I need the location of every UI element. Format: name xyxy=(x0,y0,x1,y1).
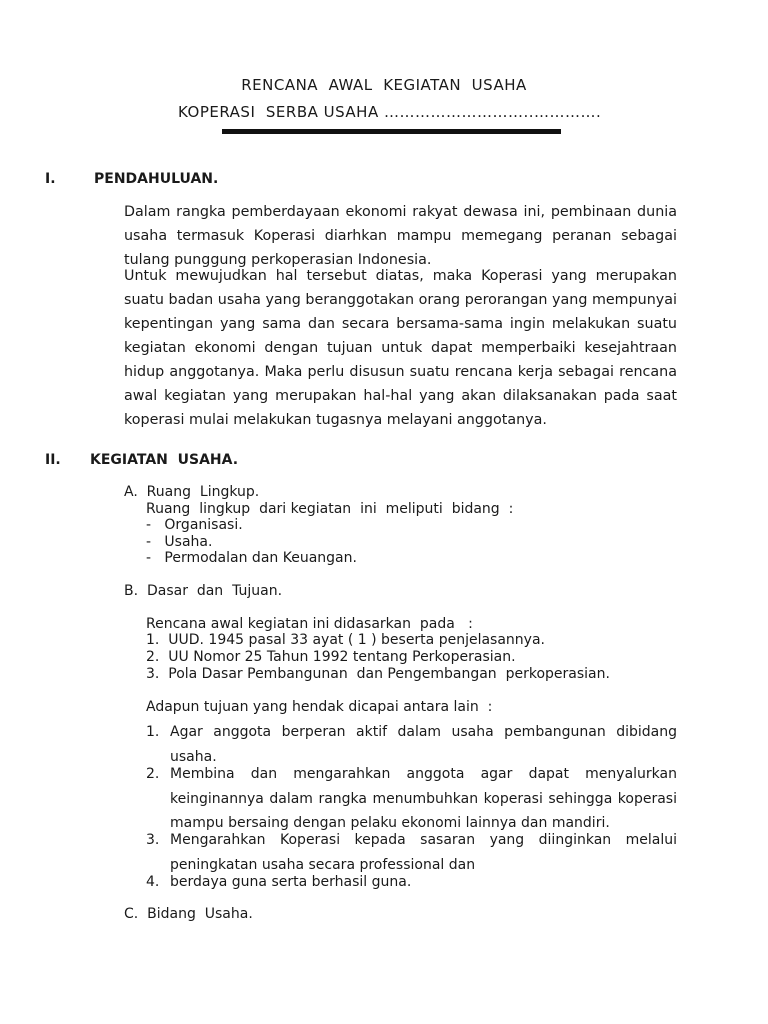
subsection-label: B. Dasar dan Tujuan. xyxy=(124,583,283,599)
subsection-label: A. Ruang Lingkup. xyxy=(124,484,260,500)
document-subtitle: KOPERASI SERBA USAHA ………………………..…………. xyxy=(178,103,602,121)
paragraph: Untuk mewujudkan hal tersebut diatas, maka Koperasi yang merupakan suatu badan usaha yang beranggotakan orang perorangan yang mempunyai kepentingan yang sama dan secara bersama-sama ingin melakukan suatu kegiatan ekonomi dengan tujuan untuk dapat memperbaiki kesejahtraan hidup anggotanya. Maka perlu disusun suatu rencana kerja sebagai rencana awal kegiatan yang merupakan hal-hal yang akan dilaksanakan pada saat koperasi mulai melakukan tugasnya melayani anggotanya. xyxy=(124,268,677,428)
document-title: RENCANA AWAL KEGIATAN USAHA xyxy=(241,76,527,94)
list-item: - Usaha. xyxy=(146,534,213,550)
subsection-intro: Rencana awal kegiatan ini didasarkan pada : xyxy=(146,616,473,632)
section-number: I. xyxy=(45,171,56,187)
goal-number: 2. xyxy=(146,766,160,782)
goal-number: 4. xyxy=(146,874,160,890)
goal-text: mampu bersaing dengan pelaku ekonomi lainnya dan mandiri. xyxy=(170,815,610,831)
goal-text: Mengarahkan Koperasi kepada sasaran yang diinginkan melalui xyxy=(170,832,677,848)
goals-intro: Adapun tujuan yang hendak dicapai antara lain : xyxy=(146,699,493,715)
title-underline xyxy=(222,129,561,134)
list-item: - Organisasi. xyxy=(146,517,243,533)
list-item: 3. Pola Dasar Pembangunan dan Pengembangan perkoperasian. xyxy=(146,666,610,682)
subsection-intro: Ruang lingkup dari kegiatan ini meliputi bidang : xyxy=(146,501,514,517)
section-number: II. xyxy=(45,452,61,468)
list-item: - Permodalan dan Keuangan. xyxy=(146,550,357,566)
paragraph: Dalam rangka pemberdayaan ekonomi rakyat dewasa ini, pembinaan dunia usaha termasuk Koperasi diarhkan mampu memegang peranan sebagai tulang punggung perkoperasian Indonesia. xyxy=(124,204,677,268)
goal-text: usaha. xyxy=(170,749,217,765)
list-item: 1. UUD. 1945 pasal 33 ayat ( 1 ) beserta penjelasannya. xyxy=(146,632,545,648)
goal-text: peningkatan usaha secara professional dan xyxy=(170,857,476,873)
list-item: 2. UU Nomor 25 Tahun 1992 tentang Perkoperasian. xyxy=(146,649,516,665)
subsection-label: C. Bidang Usaha. xyxy=(124,906,253,922)
goal-text: Membina dan mengarahkan anggota agar dapat menyalurkan xyxy=(170,766,677,782)
goal-number: 1. xyxy=(146,724,160,740)
section-heading: KEGIATAN USAHA. xyxy=(90,452,239,468)
goal-text: Agar anggota berperan aktif dalam usaha pembangunan dibidang xyxy=(170,724,677,740)
goal-text: keinginannya dalam rangka menumbuhkan koperasi sehingga koperasi xyxy=(170,791,677,807)
goal-number: 3. xyxy=(146,832,160,848)
section-heading: PENDAHULUAN. xyxy=(94,171,219,187)
goal-text: berdaya guna serta berhasil guna. xyxy=(170,874,412,890)
